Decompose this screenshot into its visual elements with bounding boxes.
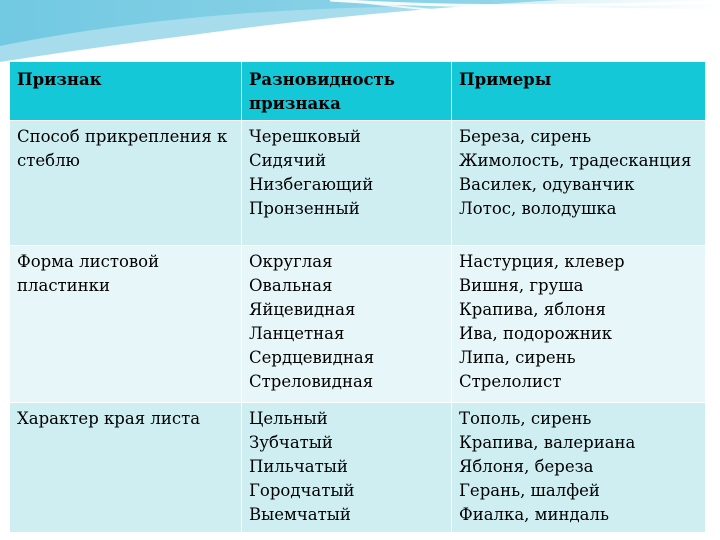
header-feature: Признак (10, 62, 242, 121)
example-item: Василек, одуванчик (459, 175, 635, 194)
variant-item: Пильчатый (249, 457, 348, 476)
examples-cell (452, 403, 706, 533)
examples-cell (452, 246, 706, 403)
example-item: Липа, сирень (459, 348, 576, 367)
example-item: Жимолость, традесканция (459, 151, 692, 170)
variant-item: Ланцетная (249, 324, 345, 343)
example-item: Фиалка, миндаль (459, 505, 609, 524)
header-variant: Разновидность признака (242, 62, 452, 121)
table-header-row (10, 62, 706, 121)
example-item: Яблоня, береза (459, 457, 594, 476)
example-item: Тополь, сирень (459, 409, 592, 428)
variants-cell (242, 403, 452, 533)
feature-text: Способ прикрепления к стеблю (17, 127, 228, 170)
examples-cell (452, 121, 706, 246)
variant-item: Низбегающий (249, 175, 374, 194)
leaf-features-table (9, 61, 706, 533)
feature-cell (10, 121, 242, 246)
table-row (10, 246, 706, 403)
feature-cell (10, 403, 242, 533)
plant-leaf-table-container (9, 61, 705, 533)
example-item: Вишня, груша (459, 276, 584, 295)
header-examples: Примеры (452, 62, 706, 121)
variant-item: Сердцевидная (249, 348, 375, 367)
variant-item: Цельный (249, 409, 328, 428)
example-item: Стрелолист (459, 372, 562, 391)
variant-item: Округлая (249, 252, 333, 271)
example-item: Ива, подорожник (459, 324, 613, 343)
feature-text: Форма листовой пластинки (17, 252, 160, 295)
example-item: Крапива, яблоня (459, 300, 606, 319)
feature-cell (10, 246, 242, 403)
variant-item: Пронзенный (249, 199, 360, 218)
variant-item: Черешковый (249, 127, 361, 146)
example-item: Крапива, валериана (459, 433, 636, 452)
variant-item: Выемчатый (249, 505, 351, 524)
variant-item: Овальная (249, 276, 333, 295)
variant-item: Городчатый (249, 481, 355, 500)
example-item: Береза, сирень (459, 127, 592, 146)
example-item: Лотос, володушка (459, 199, 617, 218)
feature-text: Характер края листа (17, 409, 201, 428)
example-item: Настурция, клевер (459, 252, 625, 271)
variants-cell (242, 121, 452, 246)
example-item: Герань, шалфей (459, 481, 600, 500)
variants-cell (242, 246, 452, 403)
table-row (10, 403, 706, 533)
table-row (10, 121, 706, 246)
decorative-wave-header (0, 0, 720, 70)
variant-item: Стреловидная (249, 372, 374, 391)
variant-item: Сидячий (249, 151, 327, 170)
variant-item: Зубчатый (249, 433, 333, 452)
variant-item: Яйцевидная (249, 300, 356, 319)
